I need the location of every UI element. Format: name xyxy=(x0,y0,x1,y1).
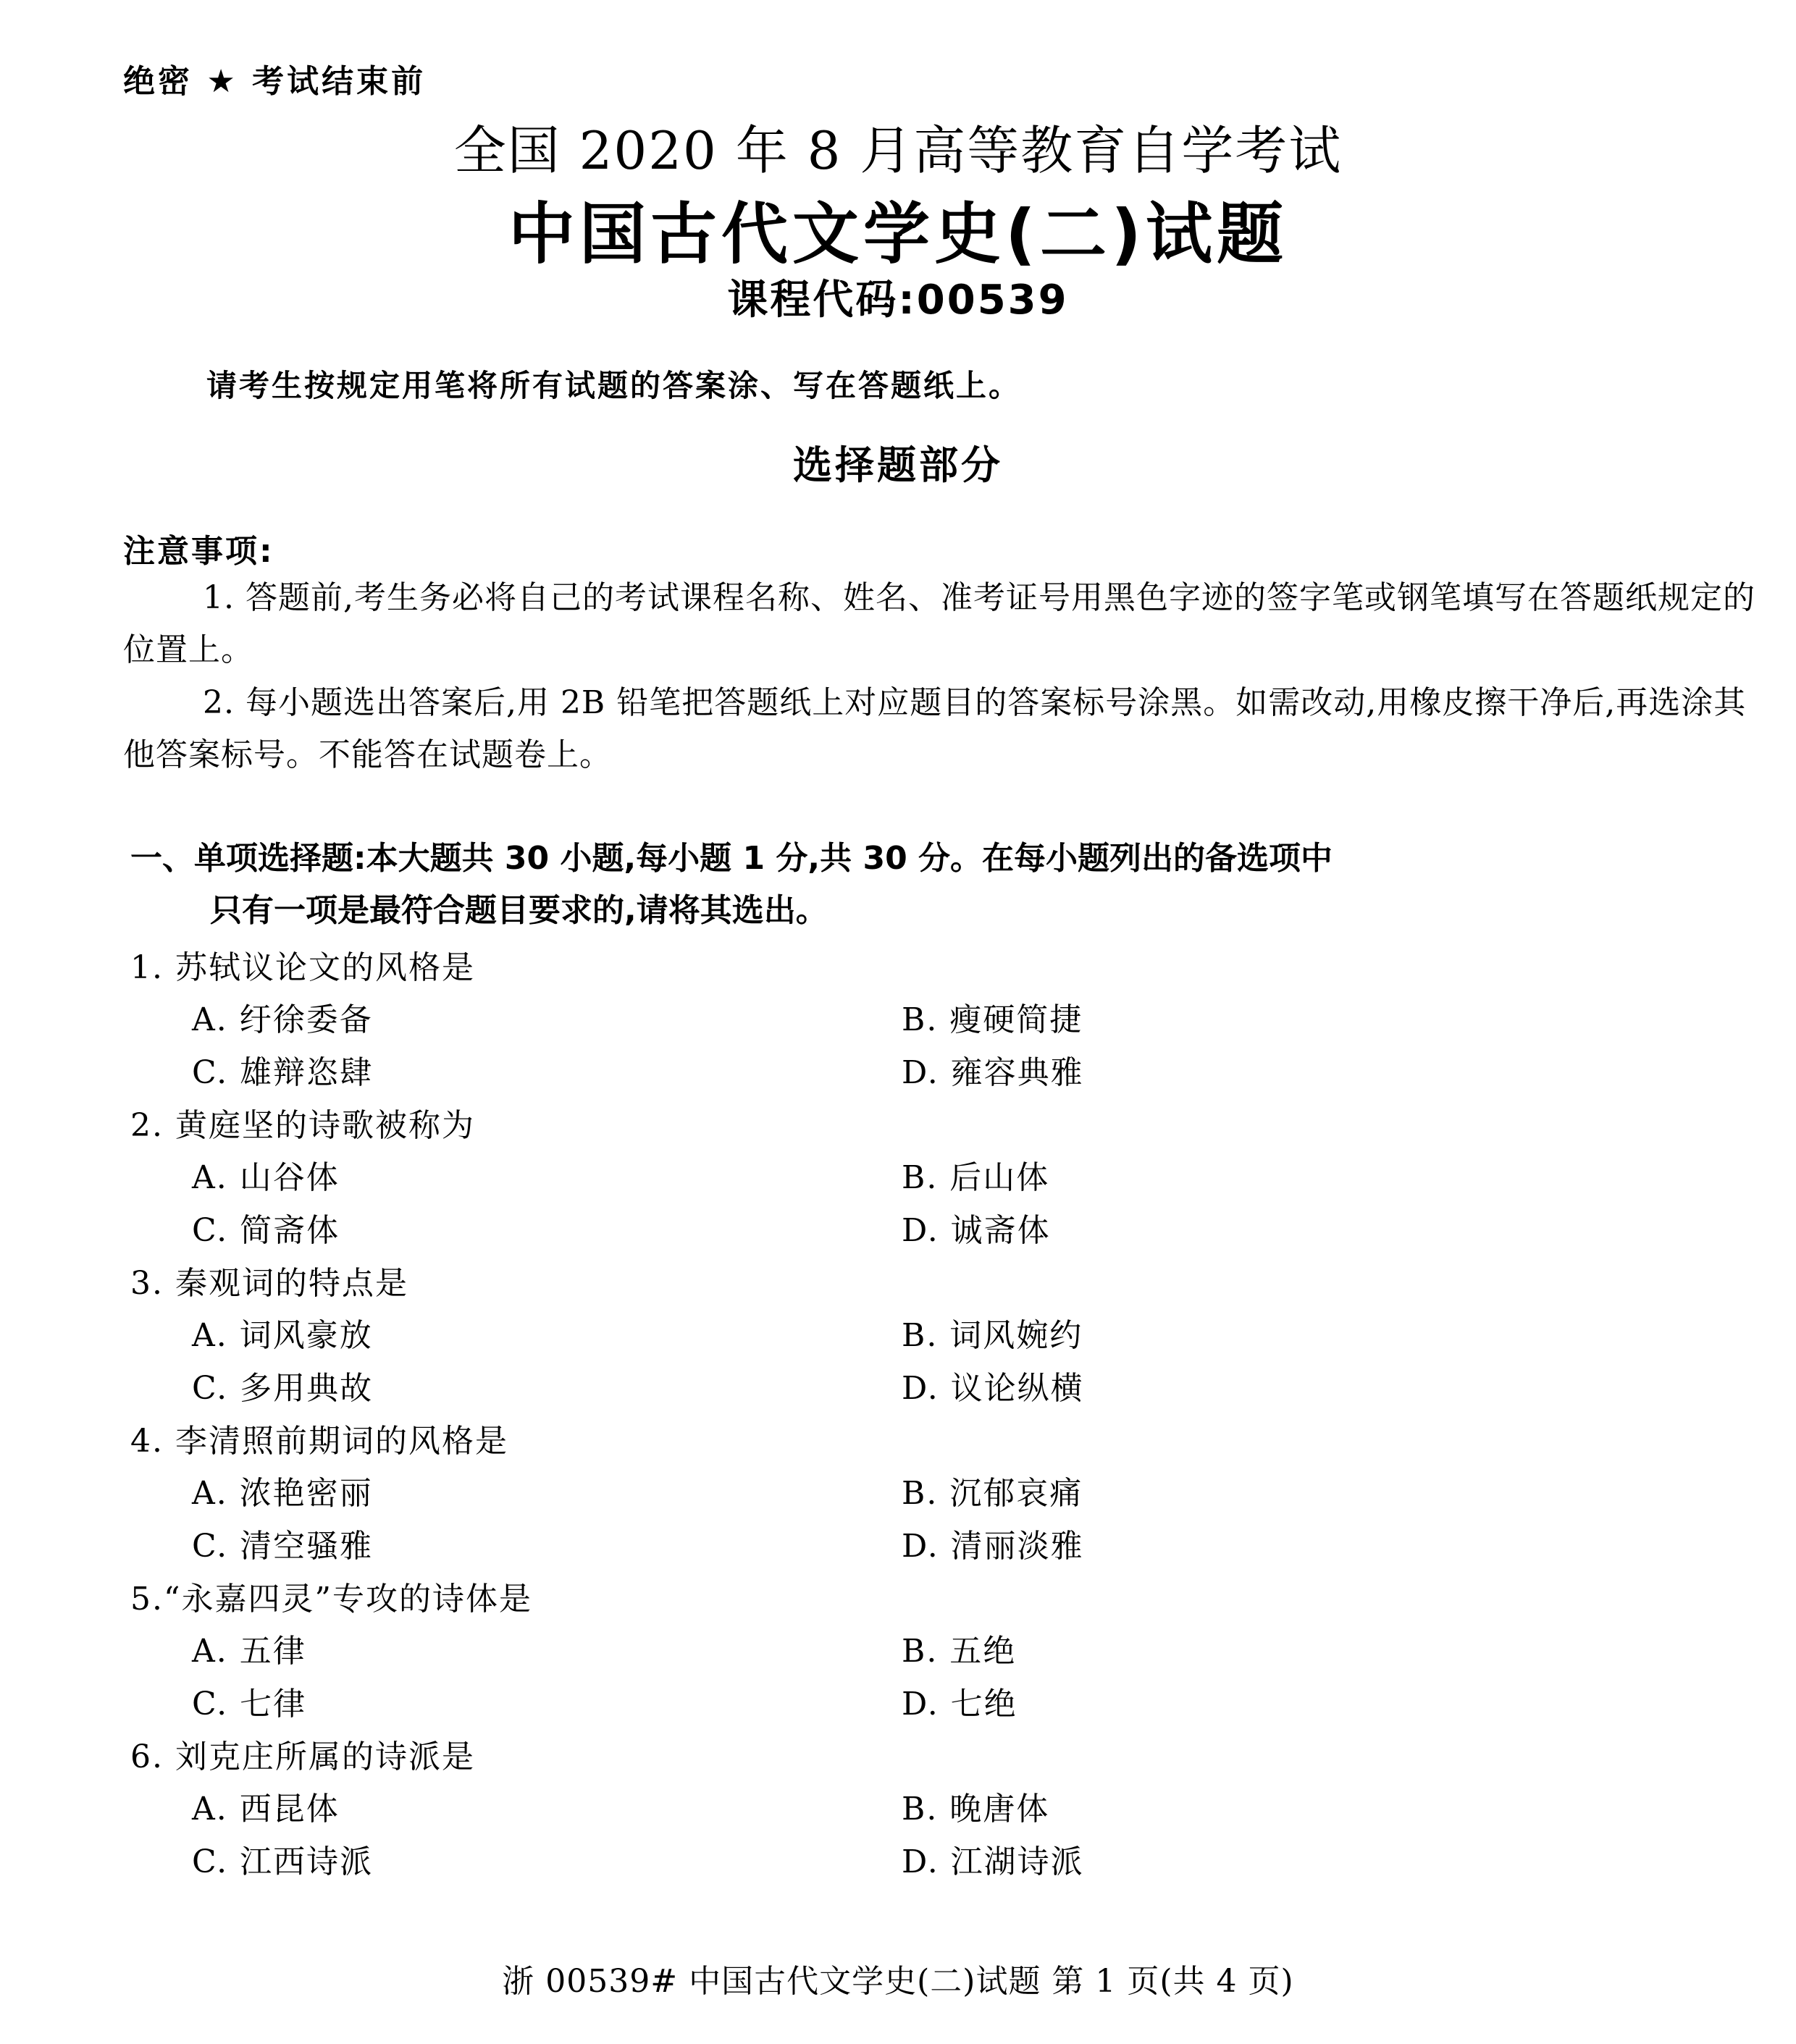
option-b: B. 词风婉约 xyxy=(902,1317,1083,1354)
note-item: 2. 每小题选出答案后,用 2B 铅笔把答题纸上对应题目的答案标号涂黑。如需改动,用橡皮擦干净后,再选涂其他答案标号。不能答在试题卷上。 xyxy=(123,684,1747,773)
exam-instruction: 请考生按规定用笔将所有试题的答案涂、写在答题纸上。 xyxy=(206,368,1022,403)
option-a: A. 山谷体 xyxy=(192,1159,340,1196)
option-d: D. 雍容典雅 xyxy=(902,1054,1084,1091)
part-title: 选择题部分 xyxy=(793,442,1003,488)
note-item: 1. 答题前,考生务必将自己的考试课程名称、姓名、准考证号用黑色字迹的签字笔或钢笔填写在答题纸规定的位置上。 xyxy=(123,579,1755,668)
course-code: 课程代码:00539 xyxy=(727,277,1069,324)
option-d: D. 七绝 xyxy=(902,1686,1017,1723)
subject-title: 中国古代文学史(二)试题 xyxy=(508,195,1288,273)
option-c: C. 清空骚雅 xyxy=(192,1528,374,1565)
question-stem: 1. 苏轼议论文的风格是 xyxy=(130,949,475,986)
section-heading-line2: 只有一项是最符合题目要求的,请将其选出。 xyxy=(210,892,828,929)
option-b: B. 瘦硬简捷 xyxy=(902,1001,1083,1038)
option-a: A. 浓艳密丽 xyxy=(192,1475,373,1512)
option-c: C. 雄辩恣肆 xyxy=(192,1054,374,1091)
option-a: A. 纡徐委备 xyxy=(192,1001,373,1038)
question-stem: 6. 刘克庄所属的诗派是 xyxy=(130,1738,475,1775)
option-a: A. 词风豪放 xyxy=(192,1317,373,1354)
section-heading-line1: 一、单项选择题:本大题共 30 小题,每小题 1 分,共 30 分。在每小题列出的备选项中 xyxy=(130,840,1333,877)
option-c: C. 江西诗派 xyxy=(192,1843,374,1880)
option-c: C. 七律 xyxy=(192,1686,307,1723)
option-d: D. 江湖诗派 xyxy=(902,1843,1084,1880)
option-a: A. 五律 xyxy=(192,1633,306,1670)
secret-mark: 绝密 ★ 考试结束前 xyxy=(123,63,427,100)
page-footer: 浙 00539# 中国古代文学史(二)试题 第 1 页(共 4 页) xyxy=(502,1963,1294,2000)
question-stem: 5.“永嘉四灵”专攻的诗体是 xyxy=(130,1581,532,1618)
option-b: B. 后山体 xyxy=(902,1159,1050,1196)
option-b: B. 沉郁哀痛 xyxy=(902,1475,1083,1512)
question-stem: 2. 黄庭坚的诗歌被称为 xyxy=(130,1107,475,1144)
option-d: D. 议论纵横 xyxy=(902,1370,1084,1407)
option-d: D. 诚斋体 xyxy=(902,1212,1051,1249)
option-c: C. 简斋体 xyxy=(192,1212,340,1249)
section-heading xyxy=(130,833,1760,937)
option-d: D. 清丽淡雅 xyxy=(902,1528,1084,1565)
option-a: A. 西昆体 xyxy=(192,1791,340,1828)
question-stem: 3. 秦观词的特点是 xyxy=(130,1265,408,1302)
question-stem: 4. 李清照前期词的风格是 xyxy=(130,1423,508,1460)
option-b: B. 晚唐体 xyxy=(902,1791,1050,1828)
notes-heading: 注意事项: xyxy=(123,533,274,570)
option-b: B. 五绝 xyxy=(902,1633,1017,1670)
option-c: C. 多用典故 xyxy=(192,1370,374,1407)
exam-title: 全国 2020 年 8 月高等教育自学考试 xyxy=(453,120,1343,181)
